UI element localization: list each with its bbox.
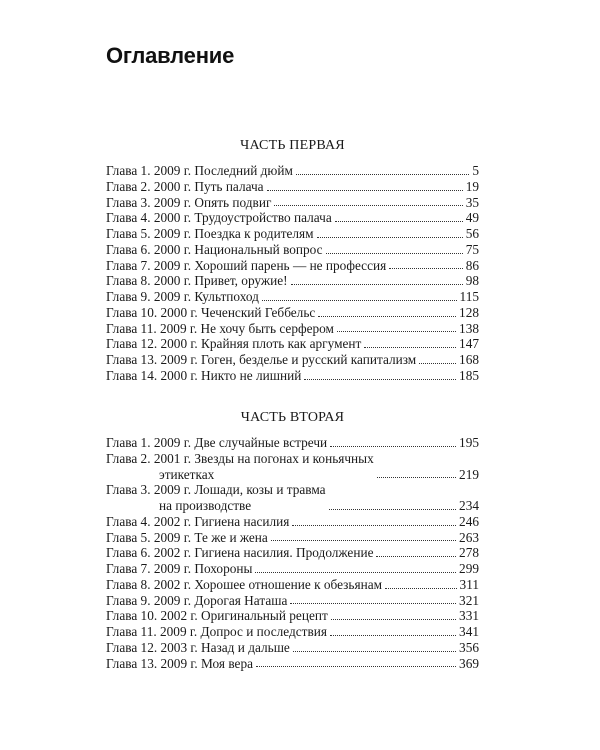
- entry-title: [106, 435, 327, 451]
- dot-leader: [337, 330, 456, 332]
- part-one-title: ЧАСТЬ ПЕРВАЯ: [240, 138, 345, 153]
- entry-title-continuation: этикетках: [159, 466, 215, 482]
- dot-leader: [291, 283, 463, 285]
- entry-title: [106, 289, 259, 305]
- entry-title: [106, 258, 386, 274]
- page-number: 263: [459, 529, 479, 545]
- dot-leader: [271, 539, 456, 541]
- entry-title: [106, 210, 332, 226]
- page-number: 299: [459, 561, 479, 576]
- entry-title-line: Глава 11. 2009 г. Допрос и последствия: [106, 624, 328, 639]
- dot-leader: [389, 267, 462, 269]
- page-number: 138: [459, 320, 479, 336]
- part-two-contents: [106, 435, 479, 671]
- entry-title-line: Глава 1. 2009 г. Две случайные встречи: [106, 435, 328, 450]
- entry-title: [106, 451, 374, 483]
- entry-title-line: Глава 9. 2009 г. Культпоход: [106, 289, 259, 304]
- dot-leader: [255, 571, 456, 573]
- dot-leader: [364, 346, 456, 348]
- page-number: 219: [459, 466, 479, 482]
- dot-leader: [292, 524, 456, 526]
- entry-title: [106, 305, 315, 321]
- entry-title-line: Глава 7. 2009 г. Похороны: [106, 561, 253, 576]
- entry-title: [106, 482, 326, 514]
- entry-title-line: Глава 8. 2002 г. Хорошее отношение к обезьянам: [106, 576, 383, 592]
- entry-title: [106, 368, 301, 384]
- entry-title-line: Глава 12. 2003 г. Назад и дальше: [106, 639, 290, 655]
- dot-leader: [419, 362, 456, 364]
- entry-title-line: Глава 10. 2000 г. Чеченский Геббельс: [106, 304, 316, 320]
- entry-title: [106, 561, 252, 577]
- toc-entry: [106, 273, 479, 289]
- page-number: 115: [459, 289, 479, 304]
- page-number: 147: [459, 336, 479, 352]
- dot-leader: [262, 299, 457, 301]
- toc-entry: [106, 514, 479, 530]
- entry-title-line: Глава 13. 2009 г. Гоген, безделье и русский капитализм: [106, 352, 417, 367]
- toc-entry: [106, 163, 479, 179]
- entry-title-line: Глава 3. 2009 г. Лошади, козы и травма: [106, 482, 326, 498]
- page-number: 331: [459, 608, 479, 624]
- toc-entry: [106, 608, 479, 624]
- entry-title-line: Глава 1. 2009 г. Последний дюйм: [106, 163, 293, 178]
- dot-leader: [267, 189, 463, 191]
- dot-leader: [377, 476, 456, 478]
- page-number: 278: [459, 545, 479, 561]
- entry-title: [106, 179, 264, 195]
- page-number: 168: [459, 352, 479, 367]
- toc-entry: [106, 368, 479, 384]
- toc-entry: [106, 451, 479, 483]
- page-number: 128: [459, 304, 479, 320]
- entry-title-line: Глава 4. 2000 г. Трудоустройство палача: [106, 210, 332, 226]
- entry-title: [106, 352, 416, 368]
- toc-entry: [106, 210, 479, 226]
- page-number: 311: [459, 576, 479, 592]
- page-number: 75: [465, 241, 479, 257]
- page-number: 341: [459, 624, 479, 639]
- dot-leader: [318, 315, 456, 317]
- toc-entry: [106, 593, 479, 609]
- page-number: 19: [465, 178, 479, 194]
- entry-title-line: Глава 13. 2009 г. Моя вера: [106, 655, 253, 671]
- entry-title-line: Глава 10. 2002 г. Оригинальный рецепт: [106, 608, 328, 624]
- entry-title-line: Глава 2. 2001 г. Звезды на погонах и коньячных: [106, 450, 374, 466]
- entry-title-line: Глава 9. 2009 г. Дорогая Наташа: [106, 592, 288, 608]
- entry-title: [106, 593, 287, 609]
- entry-title-line: Глава 5. 2009 г. Поездка к родителям: [106, 226, 314, 241]
- entry-title: [106, 336, 361, 352]
- dot-leader: [293, 650, 456, 652]
- entry-title: [106, 608, 328, 624]
- entry-title: [106, 321, 334, 337]
- entry-title: [106, 195, 271, 211]
- entry-title: [106, 273, 288, 289]
- entry-title: [106, 624, 327, 640]
- toc-entry: [106, 195, 479, 211]
- page-number: 98: [465, 273, 479, 289]
- entry-title: [106, 530, 268, 546]
- toc-entry: [106, 242, 479, 258]
- dot-leader: [296, 173, 469, 175]
- dot-leader: [331, 618, 456, 620]
- entry-title: [106, 577, 382, 593]
- dot-leader: [329, 508, 456, 510]
- toc-entry: [106, 258, 479, 274]
- toc-entry: [106, 577, 479, 593]
- toc-entry: [106, 435, 479, 451]
- dot-leader: [376, 555, 456, 557]
- entry-title: [106, 226, 314, 242]
- dot-leader: [256, 665, 456, 667]
- page-number: 56: [465, 226, 479, 241]
- dot-leader: [335, 220, 463, 222]
- dot-leader: [330, 445, 456, 447]
- dot-leader: [290, 602, 456, 604]
- entry-title-line: Глава 7. 2009 г. Хороший парень — не профессия: [106, 257, 387, 273]
- entry-title-continuation: на производстве: [159, 498, 252, 513]
- entry-title-line: Глава 4. 2002 г. Гигиена насилия: [106, 513, 290, 529]
- page-number: 185: [459, 367, 479, 383]
- page-number: 49: [465, 210, 479, 226]
- entry-title: [106, 545, 373, 561]
- part-two-title: ЧАСТЬ ВТОРАЯ: [240, 410, 345, 425]
- dot-leader: [274, 204, 462, 206]
- entry-title-line: Глава 6. 2002 г. Гигиена насилия. Продолжение: [106, 545, 374, 561]
- page-number: 246: [459, 513, 479, 529]
- entry-title-line: Глава 5. 2009 г. Те же и жена: [106, 529, 268, 545]
- toc-entry: [106, 305, 479, 321]
- entry-title-line: Глава 12. 2000 г. Крайняя плоть как аргумент: [106, 336, 362, 352]
- toc-entry: [106, 321, 479, 337]
- toc-entry: [106, 530, 479, 546]
- entry-title-line: Глава 3. 2009 г. Опять подвиг: [106, 194, 272, 210]
- dot-leader: [304, 378, 456, 380]
- entry-title: [106, 640, 290, 656]
- page-number: 86: [465, 257, 479, 273]
- part-one-contents: [106, 163, 479, 384]
- toc-entry: [106, 289, 479, 305]
- toc-entry: [106, 482, 479, 514]
- entry-title: [106, 656, 253, 672]
- page-number: 35: [465, 194, 479, 210]
- entry-title-line: Глава 11. 2009 г. Не хочу быть серфером: [106, 320, 334, 336]
- toc-entry: [106, 226, 479, 242]
- entry-title-line: Глава 8. 2000 г. Привет, оружие!: [106, 273, 288, 289]
- toc-entry: [106, 352, 479, 368]
- entry-title-line: Глава 2. 2000 г. Путь палача: [106, 178, 264, 194]
- toc-entry: [106, 624, 479, 640]
- toc-entry: [106, 179, 479, 195]
- toc-entry: [106, 640, 479, 656]
- page-number: 356: [459, 639, 479, 655]
- toc-entry: [106, 545, 479, 561]
- page-title: Оглавление: [106, 43, 235, 68]
- page-number: 5: [472, 163, 479, 178]
- dot-leader: [385, 587, 457, 589]
- entry-title: [106, 163, 293, 179]
- toc-entry: [106, 561, 479, 577]
- toc-entry: [106, 336, 479, 352]
- page-number: 195: [459, 435, 479, 450]
- entry-title: [106, 242, 323, 258]
- dot-leader: [326, 252, 463, 254]
- page-number: 234: [459, 498, 479, 513]
- entry-title-line: Глава 6. 2000 г. Национальный вопрос: [106, 241, 323, 257]
- page-number: 369: [459, 655, 479, 671]
- entry-title: [106, 514, 289, 530]
- toc-entry: [106, 656, 479, 672]
- entry-title-line: Глава 14. 2000 г. Никто не лишний: [106, 367, 302, 383]
- dot-leader: [317, 236, 463, 238]
- page-number: 321: [459, 592, 479, 608]
- dot-leader: [330, 634, 456, 636]
